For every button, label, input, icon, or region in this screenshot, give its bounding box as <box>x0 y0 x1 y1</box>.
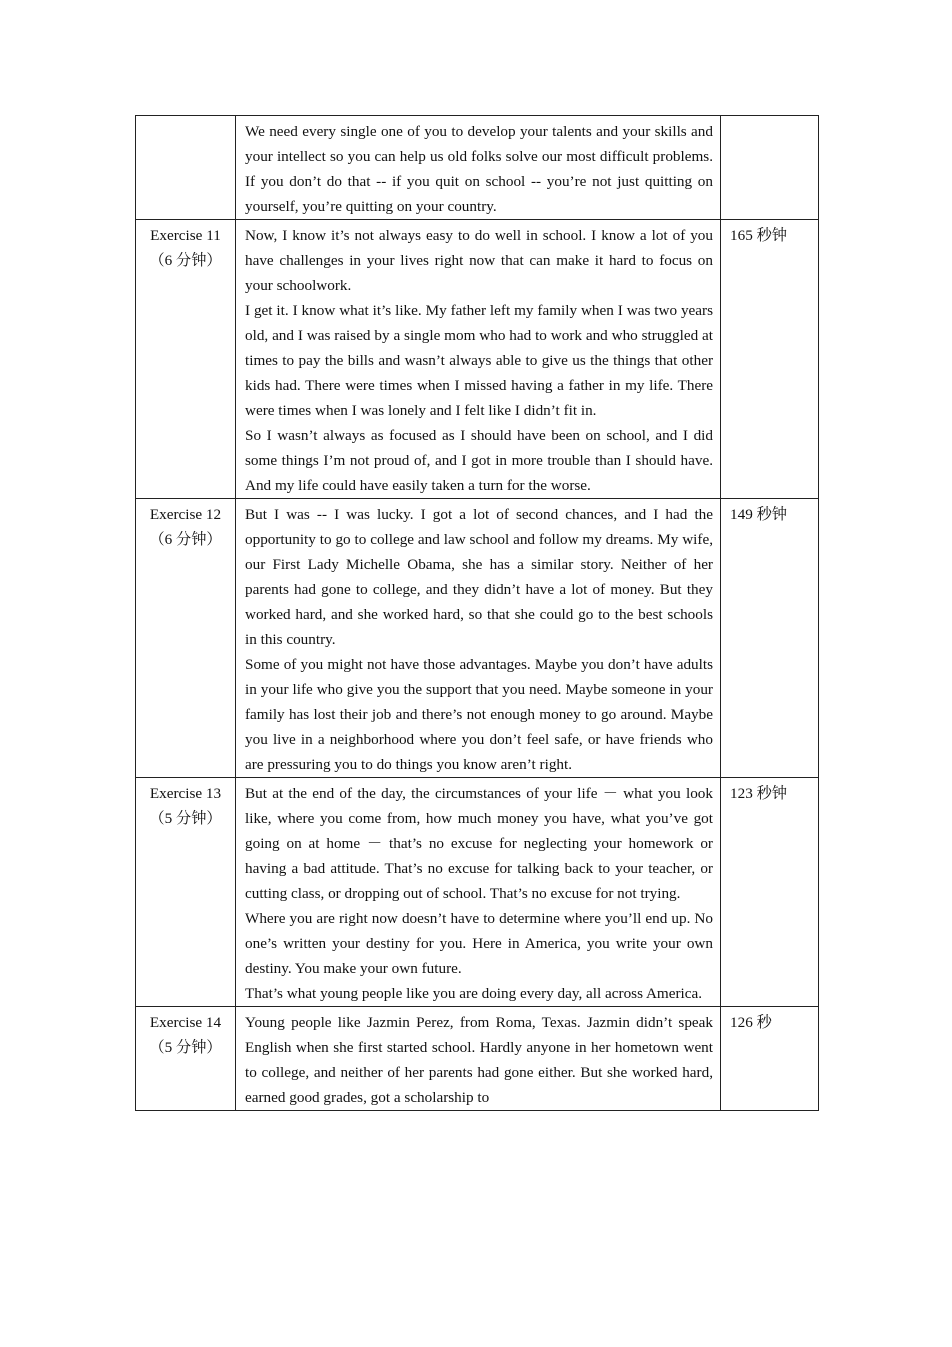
exercise-name: Exercise 11 <box>150 227 221 244</box>
table-row <box>136 778 819 1007</box>
exercise-text-cell <box>236 778 721 1007</box>
exercise-text-cell <box>236 220 721 499</box>
exercise-time: 123 秒钟 <box>730 785 787 802</box>
exercise-time-cell <box>721 778 819 1007</box>
exercise-label-cell <box>136 220 236 499</box>
exercise-name: Exercise 12 <box>149 506 222 523</box>
exercise-time: 149 秒钟 <box>730 506 787 523</box>
table-row <box>136 220 819 499</box>
table-row <box>136 499 819 778</box>
exercise-time: 165 秒钟 <box>730 227 787 244</box>
paragraph: Where you are right now doesn’t have to determine where you’ll end up. No one’s written your destiny for you. Here in America, you write your own destiny. You make your own future. <box>245 910 713 977</box>
exercise-label-cell <box>136 499 236 778</box>
paragraph: We need every single one of you to develop your talents and your skills and your intellect so you can help us old folks solve our most difficult problems. If you don’t do that -- if you quit on school -- you’re not just quitting on yourself, you’re quitting on your country. <box>245 123 713 215</box>
exercise-time-cell <box>721 499 819 778</box>
exercise-duration: （6 分钟） <box>149 252 222 269</box>
exercise-label-cell <box>136 116 236 220</box>
exercise-duration: （5 分钟） <box>149 1039 222 1056</box>
exercise-text-cell <box>236 1007 721 1111</box>
table-row <box>136 1007 819 1111</box>
paragraph: So I wasn’t always as focused as I should have been on school, and I did some things I’m not proud of, and I got in more trouble than I should have. And my life could have easily taken a turn for the worse. <box>245 427 713 494</box>
paragraph: Young people like Jazmin Perez, from Roma, Texas. Jazmin didn’t speak English when she first started school. Hardly anyone in her hometown went to college, and neither of her parents had gone either. But she worked hard, earned good grades, got a scholarship to <box>245 1014 713 1106</box>
table-row <box>136 116 819 220</box>
exercise-duration: （6 分钟） <box>149 531 222 548</box>
paragraph: Now, I know it’s not always easy to do well in school. I know a lot of you have challenges in your lives right now that can make it hard to focus on your schoolwork. <box>245 227 713 294</box>
exercise-label-cell <box>136 778 236 1007</box>
paragraph: But at the end of the day, the circumstances of your life － what you look like, where you come from, how much money you have, what you’ve got going on at home － that’s no excuse for neglecting your homework or having a bad attitude. That’s no excuse for talking back to your teacher, or cutting class, or dropping out of school. That’s no excuse for not trying. <box>245 785 713 902</box>
exercise-time-cell <box>721 220 819 499</box>
paragraph: Some of you might not have those advantages. Maybe you don’t have adults in your life who give you the support that you need. Maybe someone in your family has lost their job and there’s not enough money to go around. Maybe you live in a neighborhood where you don’t feel safe, or have friends who are pressuring you to do things you know aren’t right. <box>245 656 713 773</box>
exercise-name: Exercise 14 <box>149 1014 222 1031</box>
paragraph: I get it. I know what it’s like. My father left my family when I was two years old, and I was raised by a single mom who had to work and who struggled at times to pay the bills and wasn’t always able to give us the things that other kids had. There were times when I missed having a father in my life. There were times when I was lonely and I felt like I didn’t fit in. <box>245 302 713 419</box>
paragraph: That’s what young people like you are doing every day, all across America. <box>245 985 703 1002</box>
paragraph: But I was -- I was lucky. I got a lot of second chances, and I had the opportunity to go to college and law school and follow my dreams. My wife, our First Lady Michelle Obama, she has a similar story. Neither of her parents had gone to college, and they didn’t have a lot of money. But they worked hard, and she worked hard, so that she could go to the best schools in this country. <box>245 506 713 648</box>
exercise-label-cell <box>136 1007 236 1111</box>
exercise-time-cell <box>721 116 819 220</box>
exercise-duration: （5 分钟） <box>149 810 222 827</box>
exercise-table <box>135 115 819 1111</box>
exercise-text-cell <box>236 499 721 778</box>
exercise-time-cell <box>721 1007 819 1111</box>
exercise-name: Exercise 13 <box>149 785 222 802</box>
exercise-time: 126 秒 <box>730 1014 772 1031</box>
exercise-text-cell <box>236 116 721 220</box>
